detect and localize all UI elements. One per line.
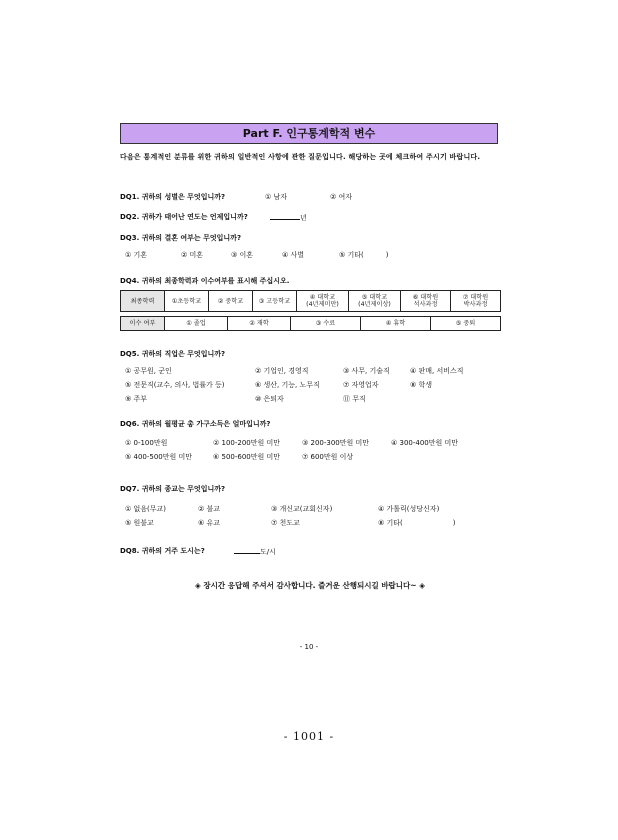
- dq5-option-11[interactable]: ⑪ 무직: [343, 395, 366, 403]
- dq7-option-6[interactable]: ⑥ 유교: [198, 519, 221, 527]
- dq5-question: DQ5. 귀하의 직업은 무엇입니까?: [120, 350, 226, 358]
- intro-text: 다음은 통계적인 분류를 위한 귀하의 일반적인 사항에 관한 질문입니다. 해당하는 곳에 체크하여 주시기 바랍니다.: [120, 153, 481, 161]
- dq2-year-field[interactable]: [270, 212, 307, 223]
- education-doctorate-label: ⑦ 대학원: [462, 294, 489, 301]
- closing-message: ◈ 장시간 응답해 주셔서 감사합니다. 즐거운 산행되시길 바랍니다~ ◈: [195, 581, 425, 590]
- education-middle[interactable]: [209, 291, 253, 312]
- dq7-option-other[interactable]: [378, 518, 456, 528]
- dq3-option-divorced[interactable]: ③ 이혼: [231, 251, 254, 259]
- dq7-option-5[interactable]: ⑤ 원불교: [125, 519, 154, 527]
- dq3-question: DQ3. 귀하의 결혼 여부는 무엇입니까?: [120, 234, 242, 242]
- dq1-option-female[interactable]: ② 여자: [330, 193, 353, 201]
- dq3-other-close: ): [385, 251, 389, 259]
- dq8-city-field[interactable]: [234, 546, 276, 557]
- education-college-4plus-label: ⑤ 대학교: [361, 294, 388, 301]
- dq6-option-1[interactable]: ① 0-100만원: [125, 439, 168, 447]
- education-table: [120, 290, 501, 312]
- dq5-option-2[interactable]: ② 기업인, 경영직: [255, 367, 309, 375]
- dq5-option-9[interactable]: ⑨ 주부: [125, 395, 148, 403]
- dq7-question: DQ7. 귀하의 종교는 무엇입니까?: [120, 485, 226, 493]
- dq2-year-suffix: 년: [300, 214, 307, 222]
- dq6-option-3[interactable]: ③ 200-300만원 미만: [302, 439, 370, 447]
- dq3-option-married[interactable]: ① 기혼: [125, 251, 148, 259]
- page-number-inner: - 10 -: [299, 643, 319, 651]
- dq5-option-7[interactable]: ⑦ 자영업자: [343, 381, 379, 389]
- dq8-city-blank[interactable]: [234, 546, 260, 554]
- dq7-option-4[interactable]: ④ 가톨릭(성당신자): [378, 505, 440, 513]
- dq7-option-3[interactable]: ③ 개신교(교회신자): [271, 505, 333, 513]
- education-elementary[interactable]: [165, 291, 209, 312]
- completion-leave[interactable]: ④ 휴학: [361, 317, 431, 331]
- education-doctorate-sub: 박사과정: [463, 301, 488, 308]
- dq6-option-2[interactable]: ② 100-200만원 미만: [213, 439, 281, 447]
- dq6-option-5[interactable]: ⑤ 400-500만원 미만: [125, 453, 193, 461]
- completion-completed[interactable]: ③ 수료: [291, 317, 361, 331]
- dq1-option-male[interactable]: ① 남자: [265, 193, 288, 201]
- education-college-under4-label: ④ 대학교: [309, 294, 336, 301]
- completion-enrolled[interactable]: ② 재학: [228, 317, 291, 331]
- education-college-under4[interactable]: [297, 291, 349, 312]
- dq1-question: DQ1. 귀하의 성별은 무엇입니까?: [120, 193, 226, 201]
- education-elementary-label: ①초등학교: [171, 297, 202, 305]
- education-doctorate[interactable]: [451, 291, 501, 312]
- education-row-header: 최종학력: [121, 291, 165, 312]
- dq6-option-7[interactable]: ⑦ 600만원 이상: [302, 453, 354, 461]
- completion-table: [120, 316, 501, 331]
- education-college-4plus[interactable]: [349, 291, 401, 312]
- dq6-option-4[interactable]: ④ 300-400만원 미만: [391, 439, 459, 447]
- dq7-other-label: ⑧ 기타(: [378, 519, 403, 527]
- completion-row-header: 이수 여부: [121, 317, 165, 331]
- dq8-question: DQ8. 귀하의 거주 도시는?: [120, 547, 205, 555]
- page-number-outer: - 1001 -: [283, 730, 335, 743]
- dq7-other-close: ): [452, 519, 456, 527]
- dq5-option-5[interactable]: ⑤ 전문직(교수, 의사, 법률가 등): [125, 381, 225, 389]
- completion-dropout[interactable]: ⑤ 중퇴: [431, 317, 501, 331]
- dq8-city-suffix: 도/시: [260, 548, 276, 556]
- dq5-option-8[interactable]: ⑧ 학생: [410, 381, 433, 389]
- dq5-option-1[interactable]: ① 공무원, 군인: [125, 367, 172, 375]
- dq3-option-widowed[interactable]: ④ 사별: [282, 251, 305, 259]
- section-title: Part F. 인구통계학적 변수: [120, 123, 498, 144]
- dq4-question: DQ4. 귀하의 최종학력과 이수여부를 표시해 주십시오.: [120, 277, 290, 285]
- dq6-option-6[interactable]: ⑥ 500-600만원 미만: [213, 453, 281, 461]
- education-masters[interactable]: [401, 291, 451, 312]
- dq3-option-other[interactable]: [339, 250, 389, 260]
- education-high[interactable]: [253, 291, 297, 312]
- dq7-option-2[interactable]: ② 불교: [198, 505, 221, 513]
- dq5-option-3[interactable]: ③ 사무, 기술직: [343, 367, 390, 375]
- dq3-other-label: ⑤ 기타(: [339, 251, 364, 259]
- dq5-option-6[interactable]: ⑥ 생산, 기능, 노무직: [255, 381, 320, 389]
- education-college-4plus-sub: (4년제이상): [358, 301, 391, 308]
- education-middle-label: ② 중학교: [217, 297, 244, 305]
- dq5-option-10[interactable]: ⑩ 은퇴자: [255, 395, 284, 403]
- dq5-option-4[interactable]: ④ 판매, 서비스직: [410, 367, 464, 375]
- education-masters-label: ⑥ 대학원: [412, 294, 439, 301]
- dq2-question: DQ2. 귀하가 태어난 연도는 언제입니까?: [120, 213, 248, 221]
- education-college-under4-sub: (4년제미만): [306, 301, 339, 308]
- dq3-option-single[interactable]: ② 미혼: [181, 251, 204, 259]
- dq2-year-blank[interactable]: [270, 212, 300, 220]
- dq7-option-7[interactable]: ⑦ 천도교: [271, 519, 300, 527]
- completion-graduated[interactable]: ① 졸업: [165, 317, 228, 331]
- education-masters-sub: 석사과정: [413, 301, 438, 308]
- dq7-option-1[interactable]: ① 없음(무교): [125, 505, 167, 513]
- education-high-label: ③ 고등학교: [258, 297, 291, 305]
- dq6-question: DQ6. 귀하의 월평균 총 가구소득은 얼마입니까?: [120, 420, 271, 428]
